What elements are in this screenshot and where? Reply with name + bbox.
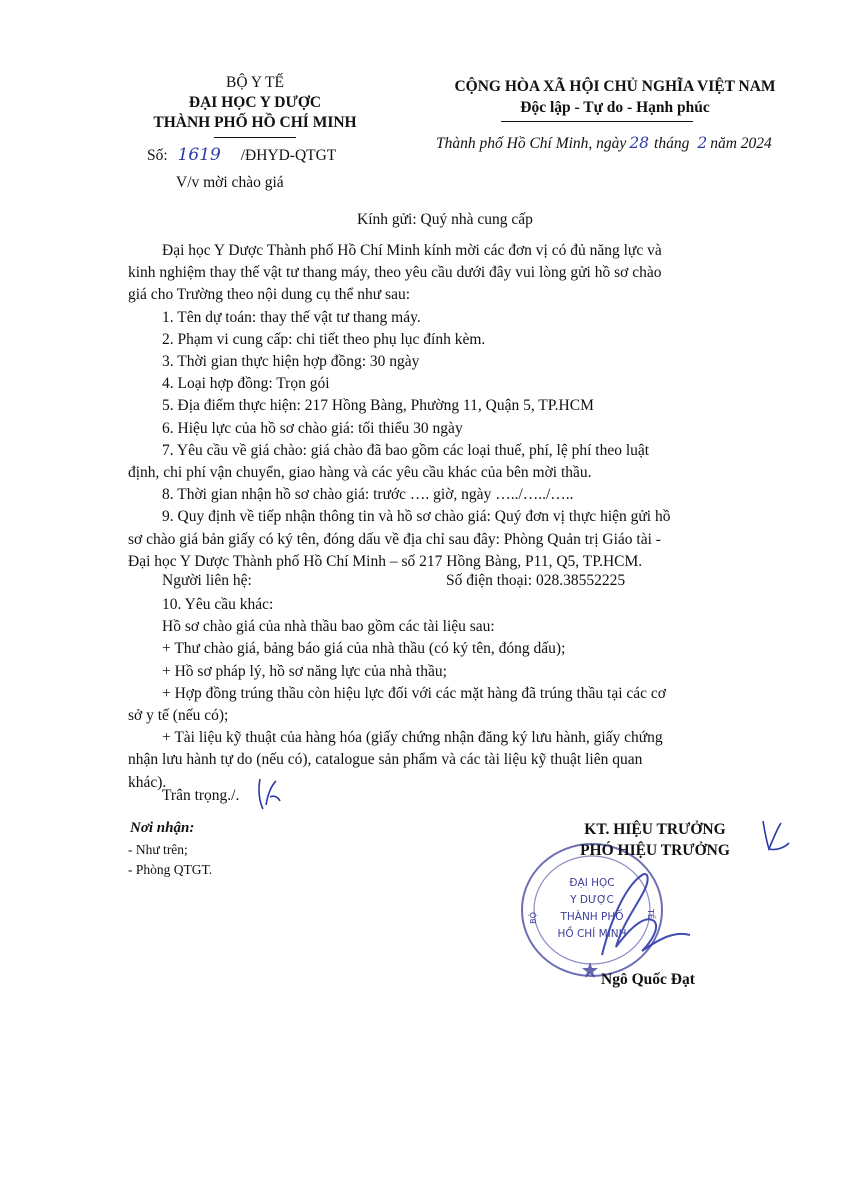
date-prefix: Thành phố Hồ Chí Minh, ngày	[436, 135, 627, 152]
list-item: 7. Yêu cầu về giá chào: giá chào đã bao gồm các loại thuế, phí, lệ phí theo luật	[162, 441, 650, 459]
initial-mark	[254, 775, 284, 813]
salutation: Kính gửi: Quý nhà cung cấp	[357, 211, 533, 228]
closing-text: Trân trọng./.	[162, 787, 240, 804]
stamp-rim-text: TẾ	[646, 909, 655, 919]
recipient-item: - Phòng QTGT.	[128, 862, 213, 877]
document-item: + Hợp đồng trúng thầu còn hiệu lực đối với các mặt hàng đã trúng thầu tại các cơ	[162, 684, 666, 702]
list-item: Hồ sơ chào giá của nhà thầu bao gồm các tài liệu sau:	[162, 618, 495, 636]
stamp-line: ĐẠI HỌC	[569, 877, 615, 889]
stamp-line: THÀNH PHỐ	[560, 911, 624, 923]
recipients-title: Nơi nhận:	[130, 820, 195, 836]
recipient-item: - Như trên;	[128, 842, 188, 857]
date-month: 2	[697, 134, 708, 152]
list-item: 10. Yêu cầu khác:	[162, 596, 274, 613]
other-requirements	[128, 594, 770, 794]
list-item: 9. Quy định về tiếp nhận thông tin và hồ sơ chào giá: Quý đơn vị thực hiện gửi hồ	[162, 508, 671, 526]
list-item: 6. Hiệu lực của hồ sơ chào giá: tối thiểu 30 ngày	[162, 419, 463, 437]
stamp-rim-text: BỘ	[529, 912, 538, 924]
list-item: 5. Địa điểm thực hiện: 217 Hồng Bàng, Phường 11, Quận 5, TP.HCM	[162, 397, 594, 415]
header-left-rule	[214, 137, 296, 138]
university-name-line2: THÀNH PHỐ HỒ CHÍ MINH	[153, 114, 357, 131]
university-name-line1: ĐẠI HỌC Y DƯỢC	[188, 94, 322, 111]
list-item: 4. Loại hợp đồng: Trọn gói	[162, 375, 330, 393]
date-day: 28	[629, 134, 650, 152]
list-item-continuation: định, chi phí vận chuyển, giao hàng và các yêu cầu khác của bên mời thầu.	[128, 464, 592, 482]
document-number-prefix: Số:	[147, 147, 168, 164]
stamp-line: HỒ CHÍ MINH	[557, 928, 627, 940]
ministry-name: BỘ Y TẾ	[226, 74, 284, 91]
document-subject: V/v mời chào giá	[176, 174, 284, 191]
document-item-continuation: sở y tế (nếu có);	[128, 707, 229, 725]
intro-line: giá cho Trường theo nội dung cụ thể như sau:	[128, 286, 411, 304]
list-item: 1. Tên dự toán: thay thế vật tư thang máy.	[162, 308, 421, 326]
list-item-continuation: Đại học Y Dược Thành phố Hồ Chí Minh – số 217 Hồng Bàng, P11, Q5, TP.HCM.	[128, 552, 643, 570]
country-name: CỘNG HÒA XÃ HỘI CHỦ NGHĨA VIỆT NAM	[454, 78, 776, 95]
handwritten-signature	[572, 855, 722, 975]
signature-role-1: KT. HIỆU TRƯỞNG	[584, 821, 726, 838]
signature-role-2: PHÓ HIỆU TRƯỞNG	[580, 842, 730, 859]
signature-mark	[755, 815, 795, 865]
signer-name: Ngô Quốc Đạt	[601, 971, 695, 988]
motto-underline	[501, 121, 693, 122]
document-item-continuation: khác).	[128, 773, 167, 791]
contact-phone: Số điện thoại: 028.38552225	[446, 572, 626, 589]
document-number-handwritten: 1619	[177, 145, 221, 165]
date-year: năm 2024	[710, 135, 772, 152]
intro-line: Đại học Y Dược Thành phố Hồ Chí Minh kính mời các đơn vị có đủ năng lực và	[162, 242, 662, 259]
stamp-line: Y DƯỢC	[570, 894, 614, 906]
contact-person-label: Người liên hệ:	[162, 572, 252, 589]
list-item: 8. Thời gian nhận hồ sơ chào giá: trước …. giờ, ngày …../…../…..	[162, 486, 574, 504]
requirement-list	[128, 307, 770, 573]
intro-paragraph	[128, 240, 770, 307]
list-item: 3. Thời gian thực hiện hợp đồng: 30 ngày	[162, 353, 420, 370]
document-date	[436, 134, 772, 153]
document-item: + Hồ sơ pháp lý, hồ sơ năng lực của nhà thầu;	[162, 662, 447, 680]
document-item: + Tài liệu kỹ thuật của hàng hóa (giấy chứng nhận đăng ký lưu hành, giấy chứng	[162, 729, 663, 747]
document-number-suffix: /ĐHYD-QTGT	[240, 147, 337, 164]
document-item-continuation: nhận lưu hành tự do (nếu có), catalogue sản phẩm và các tài liệu kỹ thuật liên quan	[128, 751, 643, 769]
national-motto: Độc lập - Tự do - Hạnh phúc	[520, 99, 710, 116]
intro-line: kinh nghiệm thay thế vật tư thang máy, theo yêu cầu dưới đây vui lòng gửi hồ sơ chào	[128, 264, 662, 282]
date-month-label: tháng	[654, 135, 690, 152]
list-item: 2. Phạm vi cung cấp: chi tiết theo phụ lục đính kèm.	[162, 330, 486, 348]
list-item-continuation: sơ chào giá bản giấy có ký tên, đóng dấu về địa chỉ sau đây: Phòng Quản trị Giáo tài -	[128, 530, 661, 548]
document-number	[147, 145, 336, 165]
document-item: + Thư chào giá, bảng báo giá của nhà thầu (có ký tên, đóng dấu);	[162, 640, 566, 658]
